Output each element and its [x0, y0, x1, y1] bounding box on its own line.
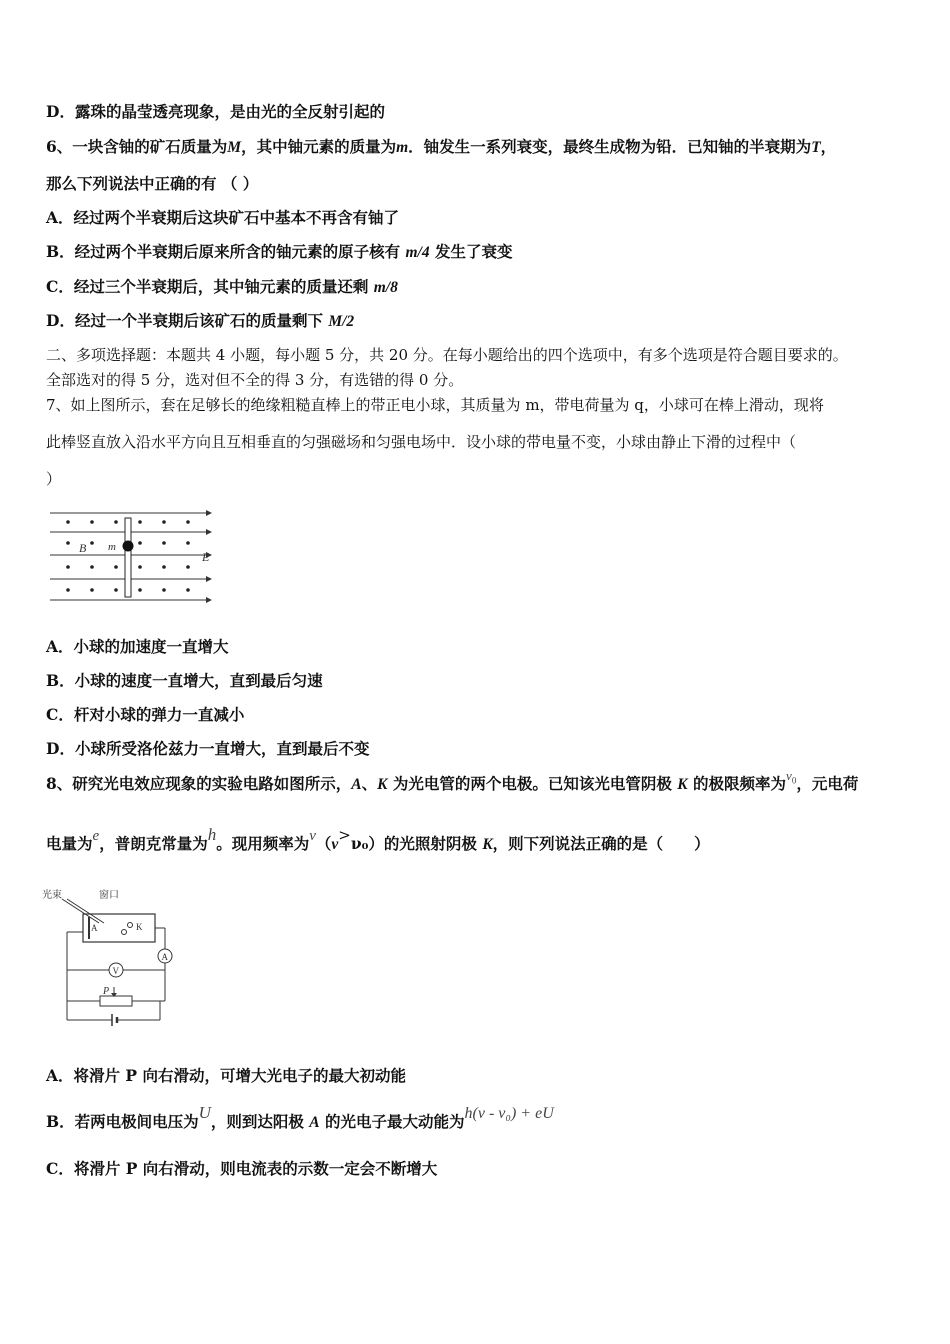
q7-field-diagram — [46, 505, 218, 607]
arrowhead — [206, 529, 212, 535]
b-field-dot — [186, 520, 190, 524]
label-e: E — [202, 550, 210, 564]
b-field-dot — [138, 565, 142, 569]
q8-symbol-gt: > — [338, 826, 351, 844]
q6-option-a: A．经过两个半衰期后这块矿石中基本不再含有铀了 — [46, 208, 400, 227]
q8-stem-line2 — [46, 825, 710, 855]
b-field-dot — [66, 588, 70, 592]
arrowhead — [206, 576, 212, 582]
q6-option-c — [46, 277, 398, 298]
arrowhead — [206, 510, 212, 516]
q8-option-a: A．将滑片 P 向右滑动，可增大光电子的最大初动能 — [46, 1066, 406, 1085]
b-field-dot — [138, 588, 142, 592]
b-field-dot — [114, 520, 118, 524]
q6-stem-text: 6、一块含铀的矿石质量为 — [46, 137, 228, 156]
q6-stem-text: ， — [820, 137, 837, 156]
q7-option-c: C．杆对小球的弹力一直减小 — [46, 705, 245, 724]
b-field-dot — [66, 520, 70, 524]
q8-option-b-text: ，则到达阳极 — [210, 1112, 310, 1131]
q6-option-c-frac: m/8 — [373, 279, 398, 296]
b-field-dot — [66, 541, 70, 545]
q8-circuit-diagram — [42, 885, 182, 1027]
q8-stem-text: ，普朗克常量为 — [99, 834, 208, 853]
light-ray — [62, 899, 99, 923]
q7-stem-line3: ） — [46, 470, 62, 488]
q6-option-b — [46, 242, 513, 263]
b-field-dot — [162, 520, 166, 524]
label-b: B — [79, 541, 87, 555]
q7-stem-line1: 7、如上图所示，套在足够长的绝缘粗糙直棒上的带正电小球，其质量为 m，带电荷量为 q，小球可在棒上滑动，现将 — [46, 396, 824, 414]
q8-symbol-A: A — [351, 776, 362, 793]
insulating-rod — [125, 518, 131, 597]
q8-stem-text: ，元电荷 — [796, 774, 859, 793]
q8-stem-text: ，则下列说法正确的是（ ） — [492, 834, 710, 853]
q6-stem-text: ．铀发生一系列衰变，最终生成物为铅．已知铀的半衰期为 — [408, 137, 812, 156]
q8-option-b-formula: h(ν - ν₀) + eU — [464, 1105, 554, 1122]
q8-symbol-nu: ν — [331, 836, 339, 853]
q8-stem-text: 、 — [361, 774, 378, 793]
q8-stem-text: 为光电管的两个电极。已知该光电管阴极 — [387, 774, 678, 793]
q8-option-b-text: B．若两电极间电压为 — [46, 1112, 199, 1131]
q8-stem-text: 的极限频率为 — [687, 774, 787, 793]
q8-symbol-nu: ν — [309, 828, 316, 844]
b-field-dot — [90, 520, 94, 524]
b-field-dot — [138, 541, 142, 545]
b-field-dot — [90, 565, 94, 569]
arrowhead — [206, 597, 212, 603]
cathode-terminal — [122, 930, 127, 935]
q8-stem-text: 8、研究光电效应现象的实验电路如图所示， — [46, 774, 352, 793]
q8-symbol-A: A — [309, 1114, 320, 1131]
b-field-dot — [162, 565, 166, 569]
light-ray — [67, 899, 104, 923]
q7-stem-line2: 此棒竖直放入沿水平方向且互相垂直的匀强磁场和匀强电场中．设小球的带电量不变，小球由静止下滑的过程中（ — [46, 433, 797, 451]
q7-option-a: A．小球的加速度一直增大 — [46, 637, 229, 656]
q8-symbol-e: e — [92, 828, 100, 844]
q7-option-d: D．小球所受洛伦兹力一直增大，直到最后不变 — [46, 739, 370, 758]
q8-stem-text: 。现用频率为 — [216, 834, 310, 853]
label-anode-a: A — [91, 923, 98, 933]
nu0-subscript: 0 — [791, 775, 797, 786]
q6-stem-text: ，其中铀元素的质量为 — [241, 137, 397, 156]
rheostat — [100, 996, 132, 1006]
label-ammeter: A — [161, 952, 168, 962]
label-window: 窗口 — [99, 890, 119, 901]
q6-option-d-frac: M/2 — [328, 313, 355, 330]
section2-heading-line1: 二、多项选择题：本题共 4 小题，每小题 5 分，共 20 分。在每小题给出的四个选项中，有多个选项是符合题目要求的。 — [46, 346, 848, 364]
b-field-dot — [186, 588, 190, 592]
q8-option-c: C．将滑片 P 向右滑动，则电流表的示数一定会不断增大 — [46, 1159, 438, 1178]
q6-symbol-m: m — [396, 139, 409, 156]
q6-option-b-text: B．经过两个半衰期后原来所含的铀元素的原子核有 — [46, 242, 406, 261]
q7-option-b: B．小球的速度一直增大，直到最后匀速 — [46, 671, 323, 690]
section2-heading-line2: 全部选对的得 5 分，选对但不全的得 3 分，有选错的得 0 分。 — [46, 371, 464, 389]
q6-option-d-text: D．经过一个半衰期后该矿石的质量剩下 — [46, 311, 329, 330]
cathode-terminal — [128, 923, 133, 928]
nu0-letter: ν — [786, 768, 792, 783]
q6-stem-line1 — [46, 137, 836, 158]
q6-symbol-M: M — [227, 139, 242, 156]
q8-stem-line1 — [46, 768, 859, 800]
q8-symbol-K: K — [377, 776, 388, 793]
b-field-dot — [114, 588, 118, 592]
b-field-dot — [186, 541, 190, 545]
q8-symbol-nu0: ν₀ — [350, 834, 369, 853]
q8-option-b — [46, 1103, 554, 1133]
label-voltmeter: V — [112, 966, 119, 976]
q8-stem-text: 电量为 — [46, 834, 93, 853]
q6-stem-line2: 那么下列说法中正确的有 （ ） — [46, 174, 259, 193]
q8-symbol-K: K — [677, 776, 688, 793]
q8-symbol-nu0 — [786, 768, 797, 786]
b-field-dot — [162, 541, 166, 545]
q8-stem-text: ）的光照射阴极 — [368, 834, 483, 853]
q6-option-b-frac: m/4 — [405, 244, 430, 261]
charged-ball — [123, 541, 134, 552]
label-m: m — [108, 541, 116, 553]
q8-symbol-K: K — [482, 836, 493, 853]
b-field-dot — [138, 520, 142, 524]
label-light-beam: 光束 — [42, 890, 62, 901]
q8-symbol-u: U — [198, 1103, 211, 1122]
b-field-dot — [186, 565, 190, 569]
label-cathode-k: K — [136, 922, 143, 932]
q5-option-d: D．露珠的晶莹透亮现象，是由光的全反射引起的 — [46, 102, 385, 121]
label-slider-p: P — [103, 986, 110, 997]
b-field-dot — [114, 565, 118, 569]
q6-option-b-text: 发生了衰变 — [429, 242, 513, 261]
b-field-dot — [66, 565, 70, 569]
q6-option-d — [46, 311, 354, 332]
q6-option-c-text: C．经过三个半衰期后，其中铀元素的质量还剩 — [46, 277, 374, 296]
q8-stem-text: （ — [315, 834, 332, 853]
q6-symbol-T: T — [811, 139, 821, 156]
b-field-dot — [90, 588, 94, 592]
b-field-dot — [162, 588, 166, 592]
q8-option-b-text: 的光电子最大动能为 — [319, 1112, 465, 1131]
b-field-dot — [90, 541, 94, 545]
q8-symbol-h: h — [207, 825, 217, 844]
